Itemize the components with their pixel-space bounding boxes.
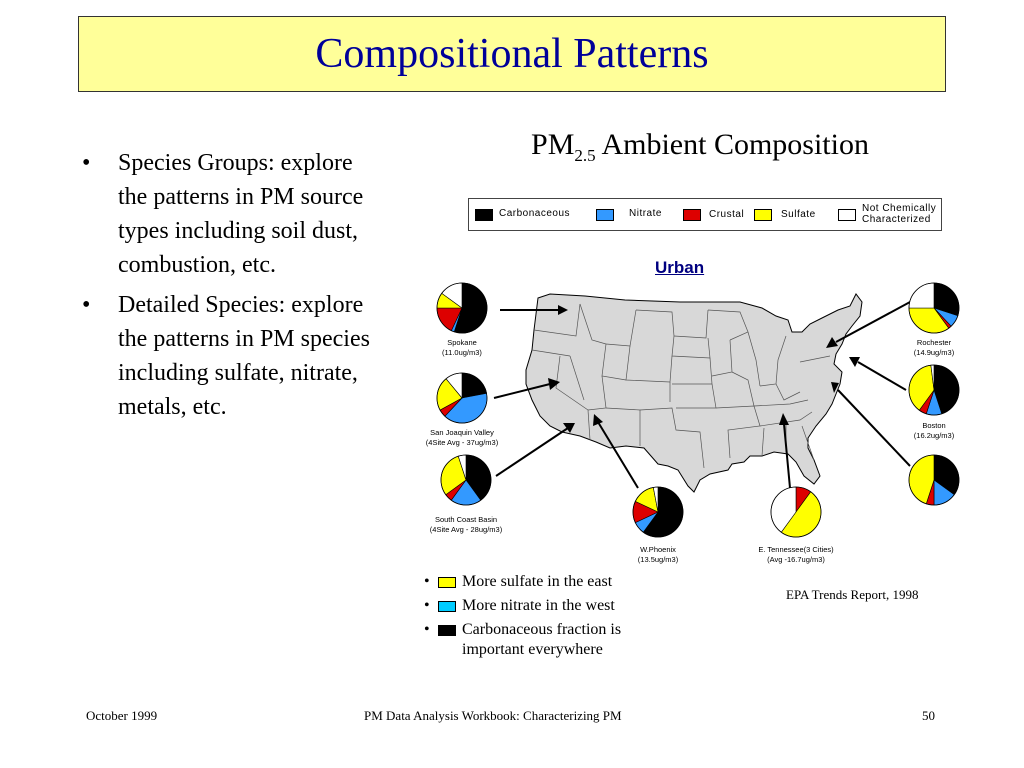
footer-date: October 1999 — [86, 708, 158, 723]
note-item — [424, 572, 662, 592]
chart-title-sub: 2.5 — [574, 146, 596, 165]
bullet-dot: • — [82, 150, 91, 176]
legend-label-sulfate: Sulfate — [781, 209, 816, 220]
footer-page-number: 50 — [922, 708, 935, 723]
chart-title-main: PM — [531, 128, 575, 161]
pie-label-name: South Coast Basin — [434, 515, 498, 524]
slide-title: Compositional Patterns — [315, 31, 709, 77]
pie-label-detail: (13.5ug/m3) — [637, 555, 679, 564]
note-bullet: • — [424, 597, 430, 614]
pie-label-detail: (4Site Avg - 28ug/m3) — [429, 525, 503, 534]
bullet-text: Species Groups: explore the patterns in PM source types including soil dust, combustion, etc. — [118, 150, 364, 278]
legend-swatch-not-characterized — [838, 209, 856, 221]
us-map-outline — [526, 294, 862, 492]
title-box — [78, 16, 946, 92]
footer-title: PM Data Analysis Workbook: Characterizing PM — [364, 708, 622, 723]
legend-swatch-crustal — [683, 209, 701, 221]
pie-label-detail: (16.2ug/m3) — [913, 431, 955, 440]
note-swatch-sulfate — [438, 577, 456, 588]
pie-label-name: San Joaquin Valley — [430, 428, 494, 437]
note-text: Carbonaceous fraction is important everywhere — [462, 621, 622, 658]
chart-title-rest: Ambient Composition — [595, 128, 869, 161]
legend-label-not-characterized: Not Chemically Characterized — [862, 203, 937, 225]
note-swatch-nitrate — [438, 601, 456, 612]
notes-list — [424, 572, 662, 664]
bullet-list — [82, 146, 382, 430]
legend-label-nitrate: Nitrate — [629, 208, 662, 219]
us-map-pie-chart — [410, 280, 970, 572]
pie-label-name: Rochester — [916, 338, 952, 347]
bullet-dot: • — [82, 292, 91, 318]
note-item — [424, 596, 662, 616]
source-note: EPA Trends Report, 1998 — [786, 587, 919, 602]
legend-label-crustal: Crustal — [709, 209, 745, 220]
pie-label-name: Boston — [922, 421, 946, 430]
bullet-text: Detailed Species: explore the patterns in PM species including sulfate, nitrate, metals, etc. — [118, 292, 370, 420]
pie-label-name: E. Tennessee(3 Cities) — [758, 545, 834, 554]
chart-subtitle: Urban — [655, 258, 705, 277]
note-text: More nitrate in the west — [462, 597, 615, 614]
pie-label-detail: (11.0ug/m3) — [442, 348, 482, 357]
pie-label-detail: (Avg -16.7ug/m3) — [767, 555, 825, 564]
note-item — [424, 620, 662, 660]
chart-title — [480, 128, 920, 166]
pie-label-detail: (14.9ug/m3) — [913, 348, 955, 357]
pie-label-name: Spokane — [447, 338, 477, 347]
legend-label-carbonaceous: Carbonaceous — [499, 208, 571, 219]
bullet-item — [82, 146, 382, 282]
note-text: More sulfate in the east — [462, 573, 613, 590]
pie-label-name: W.Phoenix — [640, 545, 676, 554]
chart-legend — [468, 198, 942, 231]
bullet-item — [82, 288, 382, 424]
note-swatch-carbonaceous — [438, 625, 456, 636]
legend-swatch-carbonaceous — [475, 209, 493, 221]
legend-swatch-sulfate — [754, 209, 772, 221]
note-bullet: • — [424, 621, 430, 638]
note-bullet: • — [424, 573, 430, 590]
pie-label-detail: (4Site Avg - 37ug/m3) — [425, 438, 499, 447]
legend-swatch-nitrate — [596, 209, 614, 221]
